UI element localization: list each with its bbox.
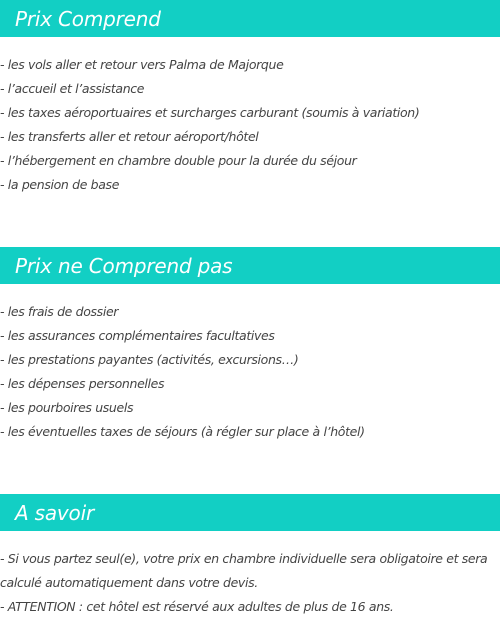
list-item: - les vols aller et retour vers Palma de Majorque	[0, 57, 284, 72]
list-item: - les prestations payantes (activités, excursions…)	[0, 352, 299, 367]
list-item: - les frais de dossier	[0, 304, 119, 319]
list-item: - les dépenses personnelles	[0, 376, 165, 391]
section-header-prix-ne-comprend-pas	[0, 247, 500, 284]
list-item: - les pourboires usuels	[0, 400, 134, 415]
list-item: - les transferts aller et retour aéroport/hôtel	[0, 129, 259, 144]
notes-block	[0, 547, 496, 619]
section-title: A savoir	[15, 500, 94, 525]
list-item: - les éventuelles taxes de séjours (à régler sur place à l’hôtel)	[0, 424, 365, 439]
list-item: - la pension de base	[0, 177, 120, 192]
section-header-a-savoir	[0, 494, 500, 531]
excluded-list	[0, 300, 500, 444]
included-list	[0, 53, 500, 197]
note-paragraph: - ATTENTION : cet hôtel est réservé aux adultes de plus de 16 ans.	[0, 599, 394, 614]
section-title: Prix ne Comprend pas	[15, 253, 233, 278]
note-paragraph: - Si vous partez seul(e), votre prix en chambre individuelle sera obligatoire et sera calculé automatiquement dans votre devis.	[0, 551, 488, 590]
list-item: - les assurances complémentaires facultatives	[0, 328, 275, 343]
section-title: Prix Comprend	[15, 6, 161, 31]
list-item: - l’hébergement en chambre double pour la durée du séjour	[0, 153, 357, 168]
section-header-prix-comprend	[0, 0, 500, 37]
list-item: - l’accueil et l’assistance	[0, 81, 145, 96]
list-item: - les taxes aéroportuaires et surcharges carburant (soumis à variation)	[0, 105, 420, 120]
